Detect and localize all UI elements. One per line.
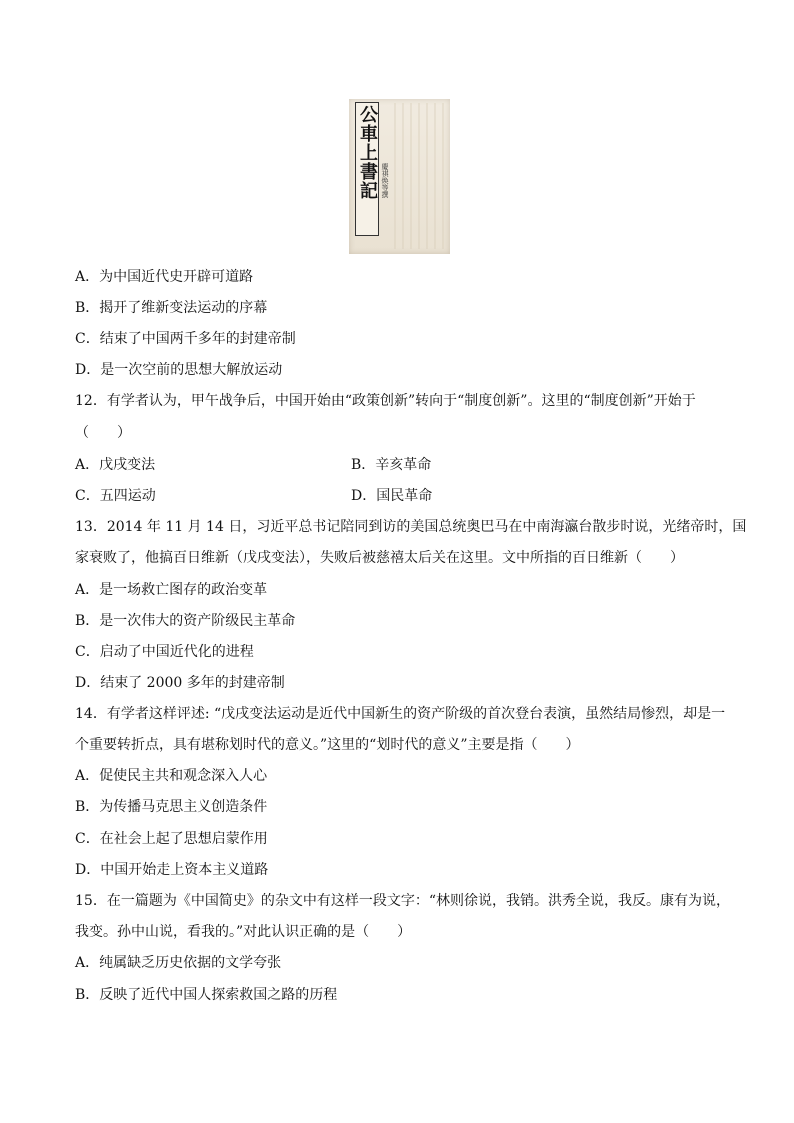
q14-stem-line2: 个重要转折点，具有堪称划时代的意义。”这里的“划时代的意义”主要是指（ ） (75, 737, 580, 753)
q15-option-b: B．反映了近代中国人探索救国之路的历程 (75, 987, 338, 1003)
q12-option-a: A．戊戌变法 (75, 457, 156, 473)
q11-option-d: D．是一次空前的思想大解放运动 (75, 362, 283, 378)
q14-option-a: A．促使民主共和观念深入人心 (75, 768, 268, 784)
q13-option-b: B．是一次伟大的资产阶级民主革命 (75, 613, 296, 629)
q13-option-c: C．启动了中国近代化的进程 (75, 644, 254, 660)
q14-option-b: B．为传播马克思主义创造条件 (75, 799, 268, 815)
book-title: 公車上書記 (357, 105, 378, 200)
q14-stem-line1: 14．有学者这样评述: “戊戌变法运动是近代中国新生的资产阶级的首次登台表演，虽然结局惨烈，却是一 (75, 706, 726, 722)
q15-option-a: A．纯属缺乏历史依据的文学夸张 (75, 955, 282, 971)
q11-option-a: A．为中国近代史开辟可道路 (75, 269, 254, 285)
q13-stem-line2: 家衰败了，他搞百日维新（戊戌变法），失败后被慈禧太后关在这里。文中所指的百日维新（ ） (75, 550, 684, 566)
q13-option-a: A．是一场救亡图存的政治变革 (75, 582, 268, 598)
q12-option-c: C．五四运动 (75, 488, 156, 504)
q15-stem-line2: 我变。孙中山说，看我的。”对此认识正确的是（ ） (75, 924, 412, 940)
book-cover-image (349, 99, 450, 254)
book-subtitle: 慶祺焕等撰 (381, 163, 389, 198)
q11-option-c: C．结束了中国两千多年的封建帝制 (75, 331, 296, 347)
q13-stem-line1: 13．2014 年 11 月 14 日，习近平总书记陪同到访的美国总统奥巴马在中南海瀛台散步时说，光绪帝时，国 (75, 519, 747, 535)
q13-option-d: D．结束了 2000 多年的封建帝制 (75, 675, 285, 691)
q14-option-c: C．在社会上起了思想启蒙作用 (75, 831, 268, 847)
q12-stem-line1: 12．有学者认为，甲午战争后，中国开始由“政策创新”转向于“制度创新”。这里的“制度创新”开始于 (75, 393, 696, 409)
q11-option-b: B．揭开了维新变法运动的序幕 (75, 300, 268, 316)
q15-stem-line1: 15．在一篇题为《中国简史》的杂文中有这样一段文字：“林则徐说，我销。洪秀全说，我反。康有为说， (75, 893, 730, 909)
book-title-label (355, 102, 379, 236)
q12-option-b: B．辛亥革命 (351, 457, 432, 473)
q14-option-d: D．中国开始走上资本主义道路 (75, 862, 269, 878)
q12-option-d: D．国民革命 (351, 488, 433, 504)
q12-stem-line2: （ ） (75, 425, 131, 441)
